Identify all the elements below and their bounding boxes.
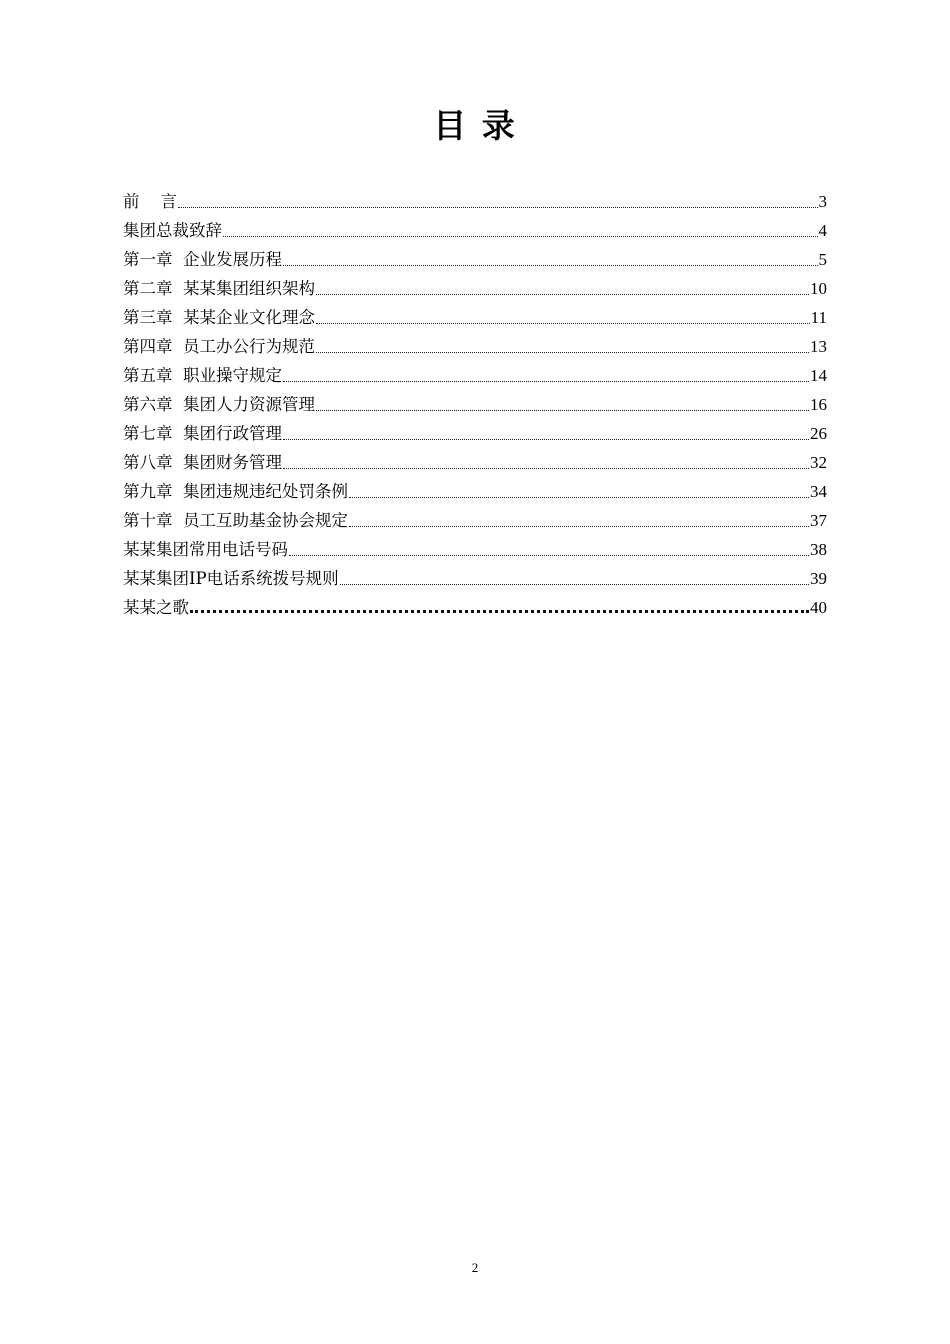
toc-entry-label: 第十章 员工互助基金协会规定: [123, 511, 348, 530]
toc-entry-page: 14: [810, 366, 827, 385]
toc-entry-page: 34: [810, 482, 827, 501]
dot-leader: [283, 466, 809, 469]
toc-entry-page: 11: [810, 308, 827, 327]
toc-entry-chapter-5[interactable]: [123, 361, 827, 390]
toc-entry-page: 37: [810, 511, 827, 530]
toc-entry-page: 16: [810, 395, 827, 414]
toc-entry-chapter-7[interactable]: [123, 419, 827, 448]
toc-entry-page: 39: [810, 569, 827, 588]
toc-entry-page: 32: [810, 453, 827, 472]
toc-entry-chapter-8[interactable]: [123, 448, 827, 477]
toc-entry-label: 某某之歌: [123, 598, 189, 617]
dot-leader: [283, 263, 818, 266]
toc-entry-phone-directory[interactable]: [123, 535, 827, 564]
toc-entry-page: 4: [818, 221, 827, 240]
toc-entry-page: 40: [810, 598, 827, 617]
dot-leader: [349, 495, 809, 498]
toc-entry-preface[interactable]: [123, 187, 827, 216]
dot-leader: [178, 205, 818, 208]
page-number: 2: [471, 1260, 479, 1275]
toc-entry-label: 第二章 某某集团组织架构: [123, 279, 315, 298]
toc-entry-page: 3: [818, 192, 827, 211]
dot-leader: [283, 379, 809, 382]
toc-entry-label: 第六章 集团人力资源管理: [123, 395, 315, 414]
toc-entry-label: 第七章 集团行政管理: [123, 424, 282, 443]
dot-leader: [316, 408, 809, 411]
toc-entry-page: 5: [818, 250, 827, 269]
page-title: 目 录: [433, 106, 517, 145]
toc-entry-page: 13: [810, 337, 827, 356]
dot-leader: [283, 437, 809, 440]
toc-entry-label: 第九章 集团违规违纪处罚条例: [123, 482, 348, 501]
toc-entry-ip-phone-rules[interactable]: [123, 564, 827, 593]
toc-entry-label: 第三章 某某企业文化理念: [123, 308, 315, 327]
dot-leader: [316, 350, 809, 353]
toc-entry-label: 第八章 集团财务管理: [123, 453, 282, 472]
toc-entry-label: 集团总裁致辞: [123, 221, 222, 240]
toc-entry-chapter-3[interactable]: [123, 303, 827, 332]
toc-entry-page: 26: [810, 424, 827, 443]
toc-entry-chapter-1[interactable]: [123, 245, 827, 274]
dot-leader: [223, 234, 818, 237]
toc-entry-label: 前 言: [123, 192, 177, 211]
toc-entry-chapter-9[interactable]: [123, 477, 827, 506]
toc-entry-label: 某某集团IP电话系统拨号规则: [123, 569, 339, 588]
toc-entry-chapter-6[interactable]: [123, 390, 827, 419]
toc-entry-label: 第一章 企业发展历程: [123, 250, 282, 269]
toc-entry-label: 某某集团常用电话号码: [123, 540, 288, 559]
dot-leader: [349, 524, 809, 527]
dot-leader: [316, 321, 810, 324]
toc-entry-label: 第五章 职业操守规定: [123, 366, 282, 385]
toc-entry-chapter-10[interactable]: [123, 506, 827, 535]
toc-entry-page: 38: [810, 540, 827, 559]
dot-leader: [289, 553, 809, 556]
table-of-contents: [123, 187, 827, 622]
dot-leader: [340, 582, 809, 585]
toc-entry-president-address[interactable]: [123, 216, 827, 245]
dot-leader: [190, 608, 809, 613]
toc-entry-chapter-4[interactable]: [123, 332, 827, 361]
toc-entry-label: 第四章 员工办公行为规范: [123, 337, 315, 356]
toc-entry-chapter-2[interactable]: [123, 274, 827, 303]
toc-entry-company-song[interactable]: [123, 593, 827, 622]
dot-leader: [316, 292, 809, 295]
toc-entry-page: 10: [810, 279, 827, 298]
